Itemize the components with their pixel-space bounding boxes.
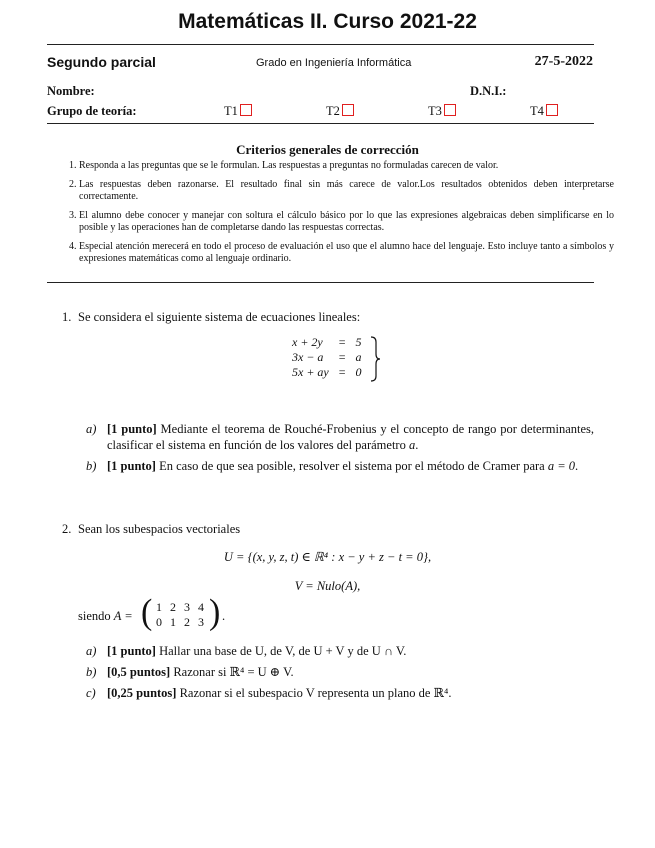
q2-part-b xyxy=(86,664,594,680)
q1-system xyxy=(287,335,367,380)
group-t4-label: T4 xyxy=(530,104,544,118)
q2-matrix-line xyxy=(78,608,133,624)
exam-name: Segundo parcial xyxy=(47,54,156,70)
group-t2-label: T2 xyxy=(326,104,340,118)
q1-right-brace xyxy=(369,336,381,382)
group-t1-label: T1 xyxy=(224,104,238,118)
q2-part-c xyxy=(86,685,594,701)
q2-part-c-label: c) xyxy=(86,686,96,700)
q1-eq2-rhs: a xyxy=(355,350,362,364)
exam-title: Matemáticas II. Curso 2021-22 xyxy=(178,10,477,33)
q1-part-a-label: a) xyxy=(86,422,97,436)
q1-part-b-label: b) xyxy=(86,459,97,473)
header-bottom-rule xyxy=(47,123,594,124)
checkbox-t3[interactable] xyxy=(444,104,456,116)
q1-part-a-end: . xyxy=(415,438,419,452)
q2-part-a xyxy=(86,643,594,659)
q2-part-b-text: Razonar si ℝ⁴ = U ⊕ V. xyxy=(170,665,294,679)
matrix-cell: 2 xyxy=(170,600,176,614)
q1-eq2-lhs: 3x − a xyxy=(292,350,324,364)
matrix-body xyxy=(152,600,208,630)
matrix-right-paren: ) xyxy=(209,593,221,632)
q2-part-b-points: [0,5 puntos] xyxy=(107,665,171,679)
q1-eq3-lhs: 5x + ay xyxy=(292,365,329,379)
matrix-cell: 0 xyxy=(156,615,162,629)
group-option-t4[interactable] xyxy=(530,104,558,119)
group-label: Grupo de teoría: xyxy=(47,104,137,118)
q1-part-b-condition: a = 0 xyxy=(547,459,576,473)
criteria-bottom-rule xyxy=(47,282,594,283)
group-option-t1[interactable] xyxy=(224,104,252,119)
q1-param: a xyxy=(408,438,416,452)
checkbox-t1[interactable] xyxy=(240,104,252,116)
q2-intro: Sean los subespacios vectoriales xyxy=(78,522,241,536)
matrix-left-paren: ( xyxy=(141,593,153,632)
q1-part-b xyxy=(86,458,594,474)
q1-eq3-rhs: 0 xyxy=(355,365,362,379)
degree-name: Grado en Ingeniería Informática xyxy=(256,57,412,69)
q1-part-b-end: . xyxy=(575,459,579,473)
q1-part-a xyxy=(86,421,594,453)
q1-eq2-sign: = xyxy=(338,350,346,364)
q1-parts xyxy=(86,421,594,479)
group-option-t2[interactable] xyxy=(326,104,354,119)
q1-eq1-lhs: x + 2y xyxy=(292,335,323,349)
matrix-cell: 1 xyxy=(170,615,176,629)
q2-parts xyxy=(86,643,594,706)
q2-part-a-text: Hallar una base de U, de V, de U + V y de U ∩ V. xyxy=(155,644,407,658)
q1-part-b-text: En caso de que sea posible, resolver el sistema por el método de Cramer para xyxy=(155,459,548,473)
q2-V-definition: V = Nulo(A), xyxy=(294,579,361,593)
criteria-item: 4. Especial atención merecerá en todo el proceso de evaluación el uso que el alumno hace del lenguaje. Esto incluye tanto a símbolos y expresiones matemáticas como al lenguaje ordinario. xyxy=(79,241,614,266)
q1-eq3-sign: = xyxy=(338,365,346,379)
group-t3-label: T3 xyxy=(428,104,442,118)
matrix-cell: 4 xyxy=(198,600,204,614)
q2-part-a-label: a) xyxy=(86,644,97,658)
q1-eq1-sign: = xyxy=(338,335,346,349)
q2-part-a-points: [1 punto] xyxy=(107,644,156,658)
q1-intro: Se considera el siguiente sistema de ecuaciones lineales: xyxy=(78,310,361,324)
q1-part-a-points: [1 punto] xyxy=(107,422,157,436)
group-option-t3[interactable] xyxy=(428,104,456,119)
matrix-cell: 1 xyxy=(156,600,162,614)
exam-date: 27-5-2022 xyxy=(534,54,593,69)
q2-part-c-points: [0,25 puntos] xyxy=(107,686,177,700)
q2-U-definition: U = {(x, y, z, t) ∈ ℝ⁴ : x − y + z − t = 0}, xyxy=(223,550,432,564)
name-label: Nombre: xyxy=(47,84,95,98)
q1-eq1-rhs: 5 xyxy=(355,335,362,349)
q2-number: 2. xyxy=(62,522,72,536)
q2-matrix xyxy=(141,593,222,632)
q2-part-c-text: Razonar si el subespacio V representa un plano de ℝ⁴. xyxy=(176,686,452,700)
q2-A-eq: A = xyxy=(113,609,133,623)
q1-part-a-text: Mediante el teorema de Rouché-Frobenius y el concepto de rango por determinantes, clasificar el sistema en función de los valores del parámetro xyxy=(107,422,595,452)
q2-part-b-label: b) xyxy=(86,665,97,679)
dni-label: D.N.I.: xyxy=(470,84,507,98)
criteria-item: 1. Responda a las preguntas que se le formulan. Las respuestas a preguntas no formuladas carecen de valor. xyxy=(79,160,614,173)
q1-number: 1. xyxy=(62,310,72,324)
q1-part-b-points: [1 punto] xyxy=(107,459,156,473)
criteria-item: 2. Las respuestas deben razonarse. El resultado final sin más carece de valor.Los resultados obtenidos deben interpretarse correctamente. xyxy=(79,179,614,204)
matrix-cell: 2 xyxy=(184,615,190,629)
checkbox-t4[interactable] xyxy=(546,104,558,116)
matrix-cell: 3 xyxy=(184,600,190,614)
q2-matrix-end: . xyxy=(222,609,226,623)
criteria-item: 3. El alumno debe conocer y manejar con soltura el cálculo básico por lo que las expresiones algebraicas deben simplificarse en lo posible y las operaciones han de completarse dando las respuestas correctas. xyxy=(79,210,614,235)
header-top-rule xyxy=(47,44,594,45)
criteria-title: Criterios generales de corrección xyxy=(236,142,419,157)
checkbox-t2[interactable] xyxy=(342,104,354,116)
criteria-list xyxy=(60,160,614,272)
q2-siendo: siendo xyxy=(78,609,114,623)
matrix-cell: 3 xyxy=(198,615,204,629)
